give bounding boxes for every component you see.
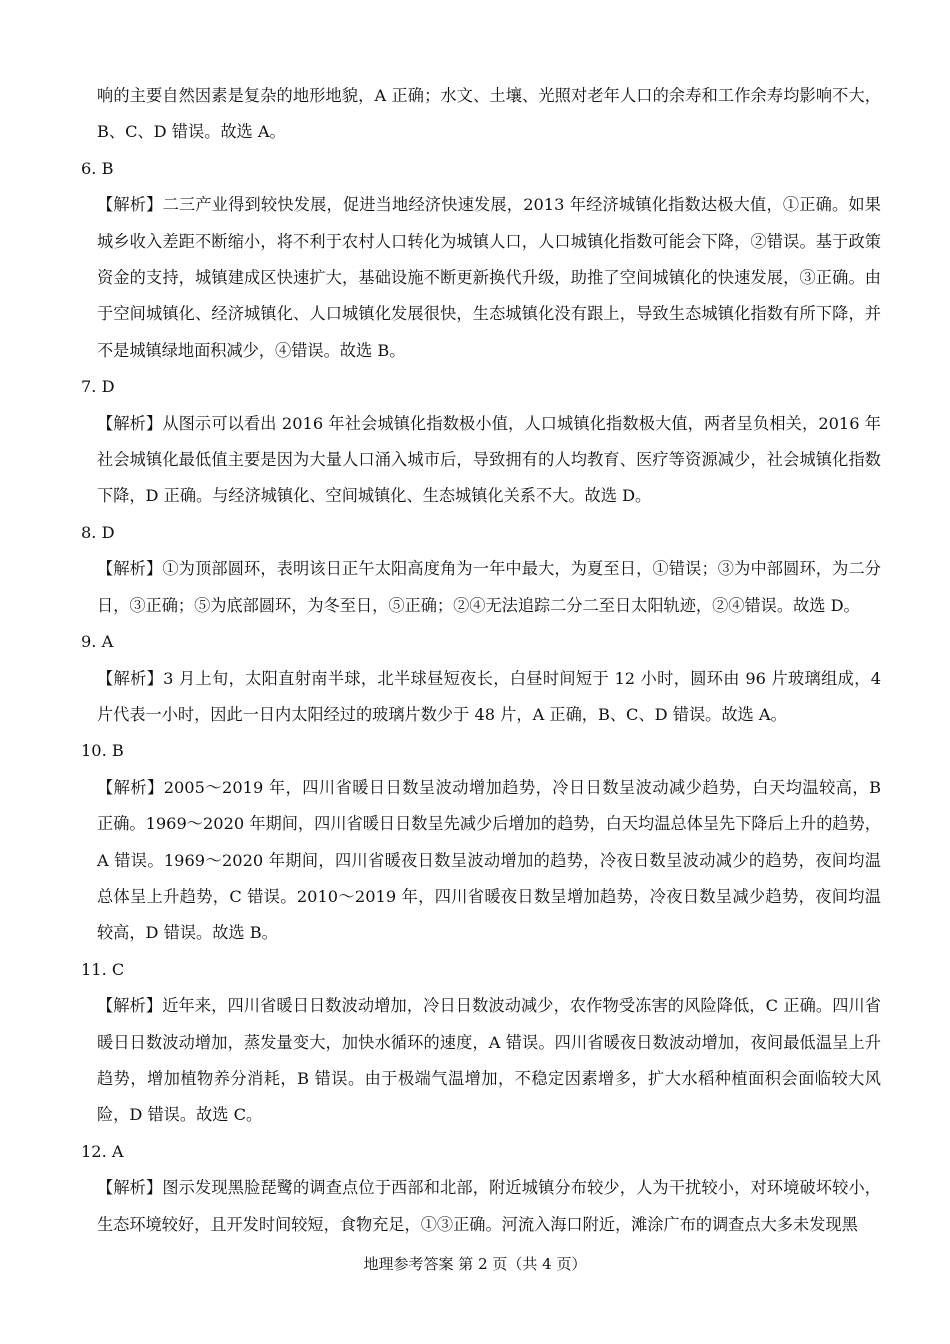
answer-number: 7. D [81, 377, 115, 397]
answer-number: 8. D [81, 522, 115, 542]
intro-paragraph: 响的主要自然因素是复杂的地形地貌，A 正确；水文、土壤、光照对老年人口的余寿和工作余寿均影响不大，B、C、D 错误。故选 A。 [97, 86, 881, 142]
page-footer: 地理参考答案 第 2 页（共 4 页） [363, 1255, 587, 1273]
answer-item-12 [81, 1134, 881, 1243]
answer-item-9 [81, 624, 881, 733]
answer-analysis: 【解析】近年来，四川省暖日日数波动增加，冷日日数波动减少，农作物受冻害的风险降低，C 正确。四川省暖日日数波动增加，蒸发量变大，加快水循环的速度，A 错误。四川省暖夜日数波动增加，夜间最低温呈上升趋势，增加植物养分消耗，B 错误。由于极端气温增加，不稳定因素增多，扩大水稻种植面积会面临较大风险，D 错误。故选 C。 [97, 996, 881, 1125]
answer-item-7 [81, 369, 881, 515]
answer-number: 11. C [81, 959, 125, 979]
answer-item-8 [81, 515, 881, 624]
answer-analysis: 【解析】①为顶部圆环，表明该日正午太阳高度角为一年中最大，为夏至日，①错误；③为中部圆环，为二分日，③正确；⑤为底部圆环，为冬至日，⑤正确；②④无法追踪二分二至日太阳轨迹，②④错误。故选 D。 [97, 559, 881, 615]
answer-analysis: 【解析】从图示可以看出 2016 年社会城镇化指数极小值，人口城镇化指数极大值，两者呈负相关，2016 年社会城镇化最低值主要是因为大量人口涌入城市后，导致拥有的人均教育、医疗等资源减少，社会城镇化指数下降，D 正确。与经济城镇化、空间城镇化、生态城镇化关系不大。故选 D。 [97, 413, 881, 506]
answer-number: 12. A [81, 1141, 124, 1161]
answer-item-11 [81, 952, 881, 1134]
answer-number: 6. B [81, 158, 114, 178]
answer-analysis: 【解析】图示发现黑脸琵鹭的调查点位于西部和北部，附近城镇分布较少，人为干扰较小，对环境破坏较小，生态环境较好，且开发时间较短，食物充足，①③正确。河流入海口附近，滩涂广布的调查点大多未发现黑 [97, 1178, 881, 1234]
answer-analysis: 【解析】3 月上旬，太阳直射南半球，北半球昼短夜长，白昼时间短于 12 小时，圆环由 96 片玻璃组成，4 片代表一小时，因此一日内太阳经过的玻璃片数少于 48 片，A 正确，B、C、D 错误。故选 A。 [97, 668, 881, 724]
answer-analysis: 【解析】二三产业得到较快发展，促进当地经济快速发展，2013 年经济城镇化指数达极大值，①正确。如果城乡收入差距不断缩小，将不利于农村人口转化为城镇人口，人口城镇化指数可能会下降，②错误。基于政策资金的支持，城镇建成区快速扩大，基础设施不断更新换代升级，助推了空间城镇化的快速发展，③正确。由于空间城镇化、经济城镇化、人口城镇化发展很快，生态城镇化没有跟上，导致生态城镇化指数有所下降，并不是城镇绿地面积减少，④错误。故选 B。 [97, 195, 881, 360]
answer-analysis: 【解析】2005～2019 年，四川省暖日日数呈波动增加趋势，冷日日数呈波动减少趋势，白天均温较高，B 正确。1969～2020 年期间，四川省暖日日数呈先减少后增加的趋势，白天均温总体呈先下降后上升的趋势，A 错误。1969～2020 年期间，四川省暖夜日数呈波动增加的趋势，冷夜日数呈波动减少的趋势，夜间均温总体呈上升趋势，C 错误。2010～2019 年，四川省暖夜日数呈增加趋势，冷夜日数呈减少趋势，夜间均温较高，D 错误。故选 B。 [97, 777, 881, 943]
answer-number: 10. B [81, 741, 124, 761]
answer-item-10 [81, 733, 881, 951]
answer-item-6 [81, 151, 881, 369]
answer-content [81, 78, 881, 1243]
answer-number: 9. A [81, 632, 114, 652]
